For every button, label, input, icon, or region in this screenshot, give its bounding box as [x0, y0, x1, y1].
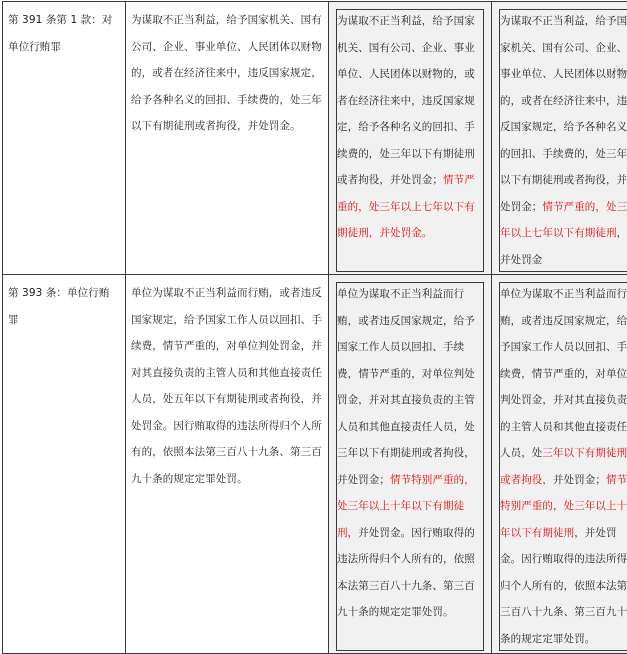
article-cell [3, 2, 126, 275]
amendment-final-cell [492, 275, 627, 654]
table-row [3, 275, 627, 654]
article-label: 第 393 条：单位行贿罪 [8, 287, 109, 326]
highlighted-text-segment: 三年以下有期徒刑或者拘役， [500, 447, 627, 486]
highlighted-text-segment: 情节特别严重的，处三年以上十年以下有期徒刑 [500, 474, 627, 539]
highlighted-text-segment: 情节严重的，处三年以上七年以下有期徒刑，并处罚金。 [337, 174, 475, 239]
table-row [3, 2, 627, 275]
text-segment: ，并处罚金。因行贿取得的违法所得归个人所有的，依照本法第三百八十九条、第三百九十条的规定定罪处罚。 [500, 527, 627, 645]
article-cell [3, 275, 126, 654]
original-text [131, 280, 323, 492]
law-comparison-table [2, 1, 627, 654]
highlighted-text-segment: 情节特别严重的，处三年以上十年以下有期徒刑， [337, 474, 475, 539]
text-segment: 单位为谋取不正当利益而行贿，或者违反国家规定，给予国家工作人员以回扣、手续费，情节严重的，对单位判处罚金，并对其直接负责的主管人员和其他直接责任人员，处三年以下有期徒刑或者拘役，并处罚金； [337, 288, 475, 486]
amendment-final-text [497, 7, 627, 274]
original-text-cell [126, 2, 329, 275]
text-segment: 单位为谋取不正当利益而行贿，或者违反国家规定，给予国家工作人员以回扣、手续费，情节严重的，对单位判处罚金，并对其直接负责的主管人员和其他直接责任人员，处 [500, 288, 627, 459]
amendment-draft-text [334, 280, 486, 653]
text-segment: 并处罚金； [553, 474, 606, 486]
amendment-draft-text [334, 7, 486, 274]
article-label: 第 391 条第 1 款：对单位行贿罪 [8, 14, 112, 53]
original-text-cell [126, 275, 329, 654]
text-segment: 为谋取不正当利益，给予国家机关、国有公司、企业、事业单位、人民团体以财物的，或者在经济往来中，违反国家规定，给予各种名义的回扣、手续费的，处三年以下有期徒刑或者拘役，并处罚金。 [131, 14, 322, 132]
amendment-draft-cell [329, 2, 492, 275]
text-segment: ，并处罚金 [500, 227, 627, 266]
text-segment: 单位为谋取不正当利益而行贿，或者违反国家规定，给予国家工作人员以回扣、手续费，情节严重的，对单位判处罚金，并对其直接负责的主管人员和其他直接责任人员，处五年以下有期徒刑或者拘役，并处罚金。因行贿取得的违法所得归个人所有的，依照本法第三百八十九条、第三百九十条的规定定罪处罚。 [131, 287, 322, 485]
text-segment: 为谋取不正当利益，给予国家机关、国有公司、企业、事业单位、人民团体以财物的，或者在经济往来中，违反国家规定，给予各种名义的回扣、手续费的，处三年以下有期徒刑或者拘役，并处罚金； [500, 15, 627, 213]
amendment-final-cell [492, 2, 627, 275]
highlighted-text-segment: 情节严重的，处三年以上七年以下有期徒刑 [500, 201, 627, 240]
original-text [131, 7, 323, 140]
amendment-final-text [497, 280, 627, 653]
amendment-draft-cell [329, 275, 492, 654]
text-segment: 并处罚金。因行贿取得的违法所得归个人所有的，依照本法第三百八十九条、第三百九十条的规定定罪处罚。 [337, 527, 475, 619]
text-segment: 为谋取不正当利益，给予国家机关、国有公司、企业、事业单位、人民团体以财物的，或者在经济往来中，违反国家规定，给予各种名义的回扣、手续费的，处三年以下有期徒刑或者拘役，并处罚金； [337, 15, 475, 186]
